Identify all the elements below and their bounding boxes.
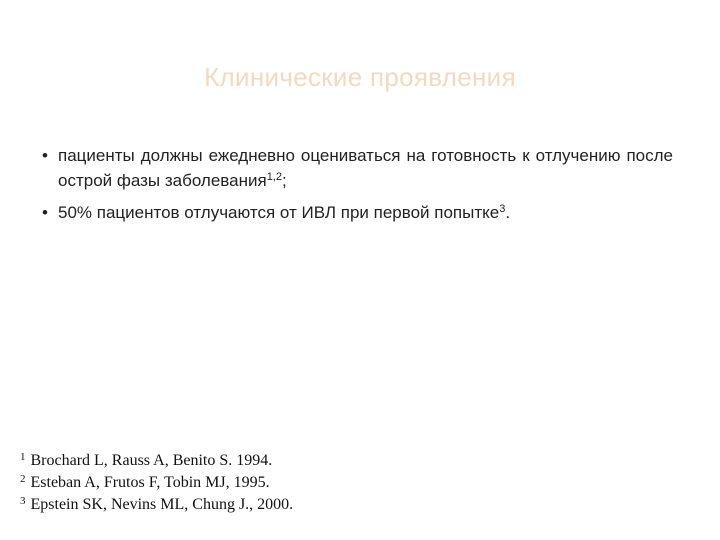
bullet-reference: 1,2 xyxy=(266,171,282,183)
slide-title: Клинические проявления xyxy=(204,62,516,92)
footnote xyxy=(20,472,293,494)
bullet-item xyxy=(40,200,673,225)
bullet-suffix: . xyxy=(505,203,511,222)
footnote-mark: 2 xyxy=(20,473,26,485)
footnote-text: Epstein SK, Nevins ML, Chung J., 2000. xyxy=(30,496,294,513)
bullet-item xyxy=(40,143,673,193)
footnotes xyxy=(20,450,293,516)
footnote-text: Esteban A, Frutos F, Tobin MJ, 1995. xyxy=(30,474,270,491)
footnote-text: Brochard L, Rauss A, Benito S. 1994. xyxy=(30,452,273,469)
bullet-reference: 3 xyxy=(499,203,506,215)
bullet-text: 50% пациентов отлучаются от ИВЛ при первой попытке xyxy=(58,203,500,222)
footnote-mark: 1 xyxy=(20,451,26,463)
footnote xyxy=(20,450,293,472)
bullet-list xyxy=(40,143,673,232)
footnote-mark: 3 xyxy=(20,495,26,507)
bullet-suffix: ; xyxy=(281,171,287,190)
footnote xyxy=(20,494,293,516)
bullet-text: пациенты должны ежедневно оцениваться на готовность к отлучению после острой фазы заболевания xyxy=(58,146,673,190)
